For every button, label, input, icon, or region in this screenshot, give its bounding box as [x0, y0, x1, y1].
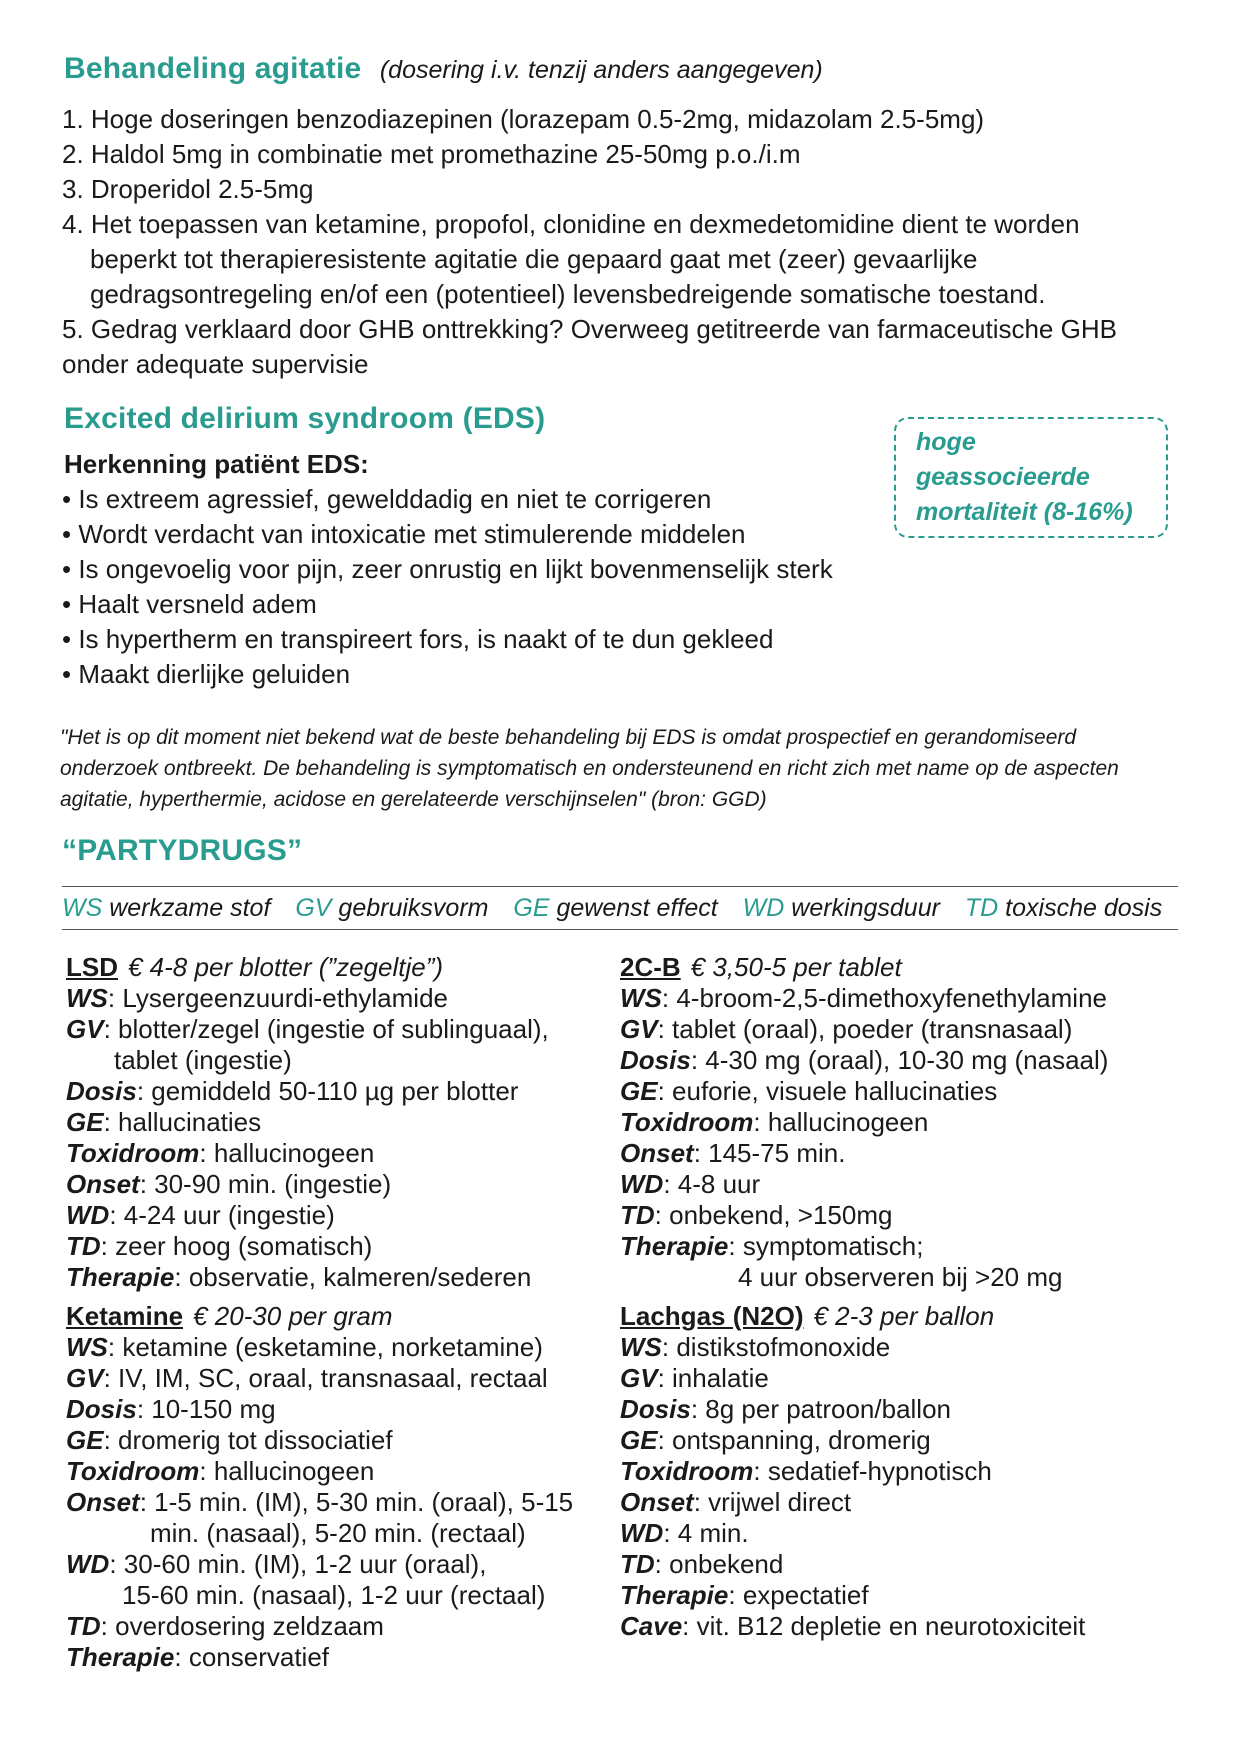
list-item: beperkt tot therapieresistente agitatie die gepaard gaat met (zeer) gevaarlijke	[90, 244, 978, 274]
agitatie-title: Behandeling agitatie	[64, 52, 362, 85]
field-td: TD: onbekend	[620, 1549, 784, 1579]
list-item: • Is ongevoelig voor pijn, zeer onrustig en lijkt bovenmenselijk sterk	[62, 554, 833, 584]
field-gv-cont: tablet (ingestie)	[114, 1045, 292, 1075]
field-therapie: Therapie: symptomatisch;	[620, 1231, 924, 1261]
field-ws: WS: Lysergeenzuurdi-ethylamide	[66, 983, 448, 1013]
field-onset-cont: min. (nasaal), 5-20 min. (rectaal)	[150, 1518, 526, 1548]
agitatie-header	[64, 52, 823, 86]
field-dosis: Dosis: 4-30 mg (oraal), 10-30 mg (nasaal)	[620, 1045, 1109, 1075]
list-item: • Haalt versneld adem	[62, 589, 317, 619]
mortality-callout	[894, 417, 1168, 538]
drug-header	[620, 952, 1108, 983]
field-ws: WS: ketamine (esketamine, norketamine)	[66, 1332, 543, 1362]
field-onset: Onset: 1-5 min. (IM), 5-30 min. (oraal), 5-15	[66, 1487, 574, 1517]
drug-card-lachgas	[620, 1301, 1085, 1642]
drug-name: Ketamine	[66, 1301, 184, 1331]
field-cave: Cave: vit. B12 depletie en neurotoxiciteit	[620, 1611, 1086, 1641]
legend-item-gv: GV gebruiksvorm	[295, 894, 489, 922]
list-item: • Wordt verdacht van intoxicatie met stimulerende middelen	[62, 519, 746, 549]
field-onset: Onset: 30-90 min. (ingestie)	[66, 1169, 392, 1199]
field-therapie-cont: 4 uur observeren bij >20 mg	[738, 1262, 1063, 1292]
field-ws: WS: 4-broom-2,5-dimethoxyfenethylamine	[620, 983, 1107, 1013]
drug-name: LSD	[66, 952, 118, 982]
field-therapie: Therapie: expectatief	[620, 1580, 869, 1610]
eds-quote	[60, 722, 1119, 815]
field-td: TD: zeer hoog (somatisch)	[66, 1231, 373, 1261]
list-item: • Is extreem agressief, gewelddadig en niet te corrigeren	[62, 484, 712, 514]
drug-name: 2C-B	[620, 952, 681, 982]
field-toxidroom: Toxidroom: sedatief-hypnotisch	[620, 1456, 992, 1486]
field-wd: WD: 4-8 uur	[620, 1169, 761, 1199]
field-therapie: Therapie: observatie, kalmeren/sederen	[66, 1262, 532, 1292]
field-onset: Onset: vrijwel direct	[620, 1487, 852, 1517]
field-gv: GV: tablet (oraal), poeder (transnasaal)	[620, 1014, 1073, 1044]
field-ge: GE: dromerig tot dissociatief	[66, 1425, 393, 1455]
field-onset: Onset: 145-75 min.	[620, 1138, 846, 1168]
field-wd: WD: 4-24 uur (ingestie)	[66, 1200, 335, 1230]
eds-subtitle: Herkenning patiënt EDS:	[64, 449, 369, 479]
legend-item-ge: GE gewenst effect	[513, 894, 718, 922]
drug-header	[620, 1301, 1085, 1332]
drug-price: € 20-30 per gram	[193, 1301, 393, 1331]
field-td: TD: overdosering zeldzaam	[66, 1611, 384, 1641]
field-toxidroom: Toxidroom: hallucinogeen	[66, 1138, 375, 1168]
callout-line: hoge geassocieerde	[916, 428, 1090, 491]
field-ws: WS: distikstofmonoxide	[620, 1332, 891, 1362]
list-item: 5. Gedrag verklaard door GHB onttrekking? Overweeg getitreerde van farmaceutische GHB	[62, 314, 1117, 344]
field-toxidroom: Toxidroom: hallucinogeen	[66, 1456, 375, 1486]
legend-item-wd: WD werkingsduur	[742, 894, 940, 922]
field-wd: WD: 30-60 min. (IM), 1-2 uur (oraal),	[66, 1549, 487, 1579]
drug-price: € 2-3 per ballon	[813, 1301, 995, 1331]
field-gv: GV: blotter/zegel (ingestie of sublinguaal),	[66, 1014, 549, 1044]
partydrugs-title: “PARTYDRUGS”	[62, 834, 303, 867]
quote-line: "Het is op dit moment niet bekend wat de beste behandeling bij EDS is omdat prospectief en gerandomiseerd	[60, 726, 1077, 749]
list-item: 4. Het toepassen van ketamine, propofol, clonidine en dexmedetomidine dient te worden	[62, 209, 1080, 239]
field-toxidroom: Toxidroom: hallucinogeen	[620, 1107, 929, 1137]
drug-name: Lachgas (N2O)	[620, 1301, 804, 1331]
drug-header	[66, 1301, 573, 1332]
quote-line: agitatie, hyperthermie, acidose en gerelateerde verschijnselen" (bron: GGD)	[60, 788, 767, 811]
field-wd: WD: 4 min.	[620, 1518, 749, 1548]
list-item: 1. Hoge doseringen benzodiazepinen (lorazepam 0.5-2mg, midazolam 2.5-5mg)	[62, 104, 985, 134]
field-ge: GE: ontspanning, dromerig	[620, 1425, 931, 1455]
field-dosis: Dosis: 8g per patroon/ballon	[620, 1394, 952, 1424]
field-dosis: Dosis: 10-150 mg	[66, 1394, 276, 1424]
field-td: TD: onbekend, >150mg	[620, 1200, 893, 1230]
drug-price: € 3,50-5 per tablet	[690, 952, 902, 982]
quote-line: onderzoek ontbreekt. De behandeling is symptomatisch en ondersteunend en richt zich met name op de aspecten	[60, 757, 1119, 780]
eds-title: Excited delirium syndroom (EDS)	[64, 402, 546, 435]
field-therapie: Therapie: conservatief	[66, 1642, 330, 1672]
agitatie-list	[62, 102, 1117, 382]
list-item: • Maakt dierlijke geluiden	[62, 659, 351, 689]
list-item: gedragsontregeling en/of een (potentieel) levensbedreigende somatische toestand.	[90, 279, 1046, 309]
callout-line: mortaliteit (8-16%)	[916, 498, 1133, 526]
list-item: • Is hypertherm en transpireert fors, is naakt of te dun gekleed	[62, 624, 774, 654]
drug-header	[66, 952, 549, 983]
field-gv: GV: inhalatie	[620, 1363, 769, 1393]
field-gv: GV: IV, IM, SC, oraal, transnasaal, rectaal	[66, 1363, 548, 1393]
legend-bar	[62, 886, 1178, 930]
agitatie-note: (dosering i.v. tenzij anders aangegeven)	[379, 56, 823, 84]
list-item: onder adequate supervisie	[62, 349, 369, 379]
field-ge: GE: hallucinaties	[66, 1107, 262, 1137]
list-item: 3. Droperidol 2.5-5mg	[62, 174, 314, 204]
legend-item-td: TD toxische dosis	[964, 894, 1163, 922]
eds-bullet-list	[62, 482, 833, 692]
drug-card-lsd	[66, 952, 549, 1293]
drug-price: € 4-8 per blotter (”zegeltje”)	[128, 952, 444, 982]
drug-card-2cb	[620, 952, 1108, 1293]
field-ge: GE: euforie, visuele hallucinaties	[620, 1076, 998, 1106]
list-item: 2. Haldol 5mg in combinatie met promethazine 25-50mg p.o./i.m	[62, 139, 801, 169]
drug-card-ketamine	[66, 1301, 573, 1673]
field-dosis: Dosis: gemiddeld 50-110 µg per blotter	[66, 1076, 519, 1106]
legend-item-ws: WS werkzame stof	[62, 894, 271, 922]
field-wd-cont: 15-60 min. (nasaal), 1-2 uur (rectaal)	[122, 1580, 546, 1610]
